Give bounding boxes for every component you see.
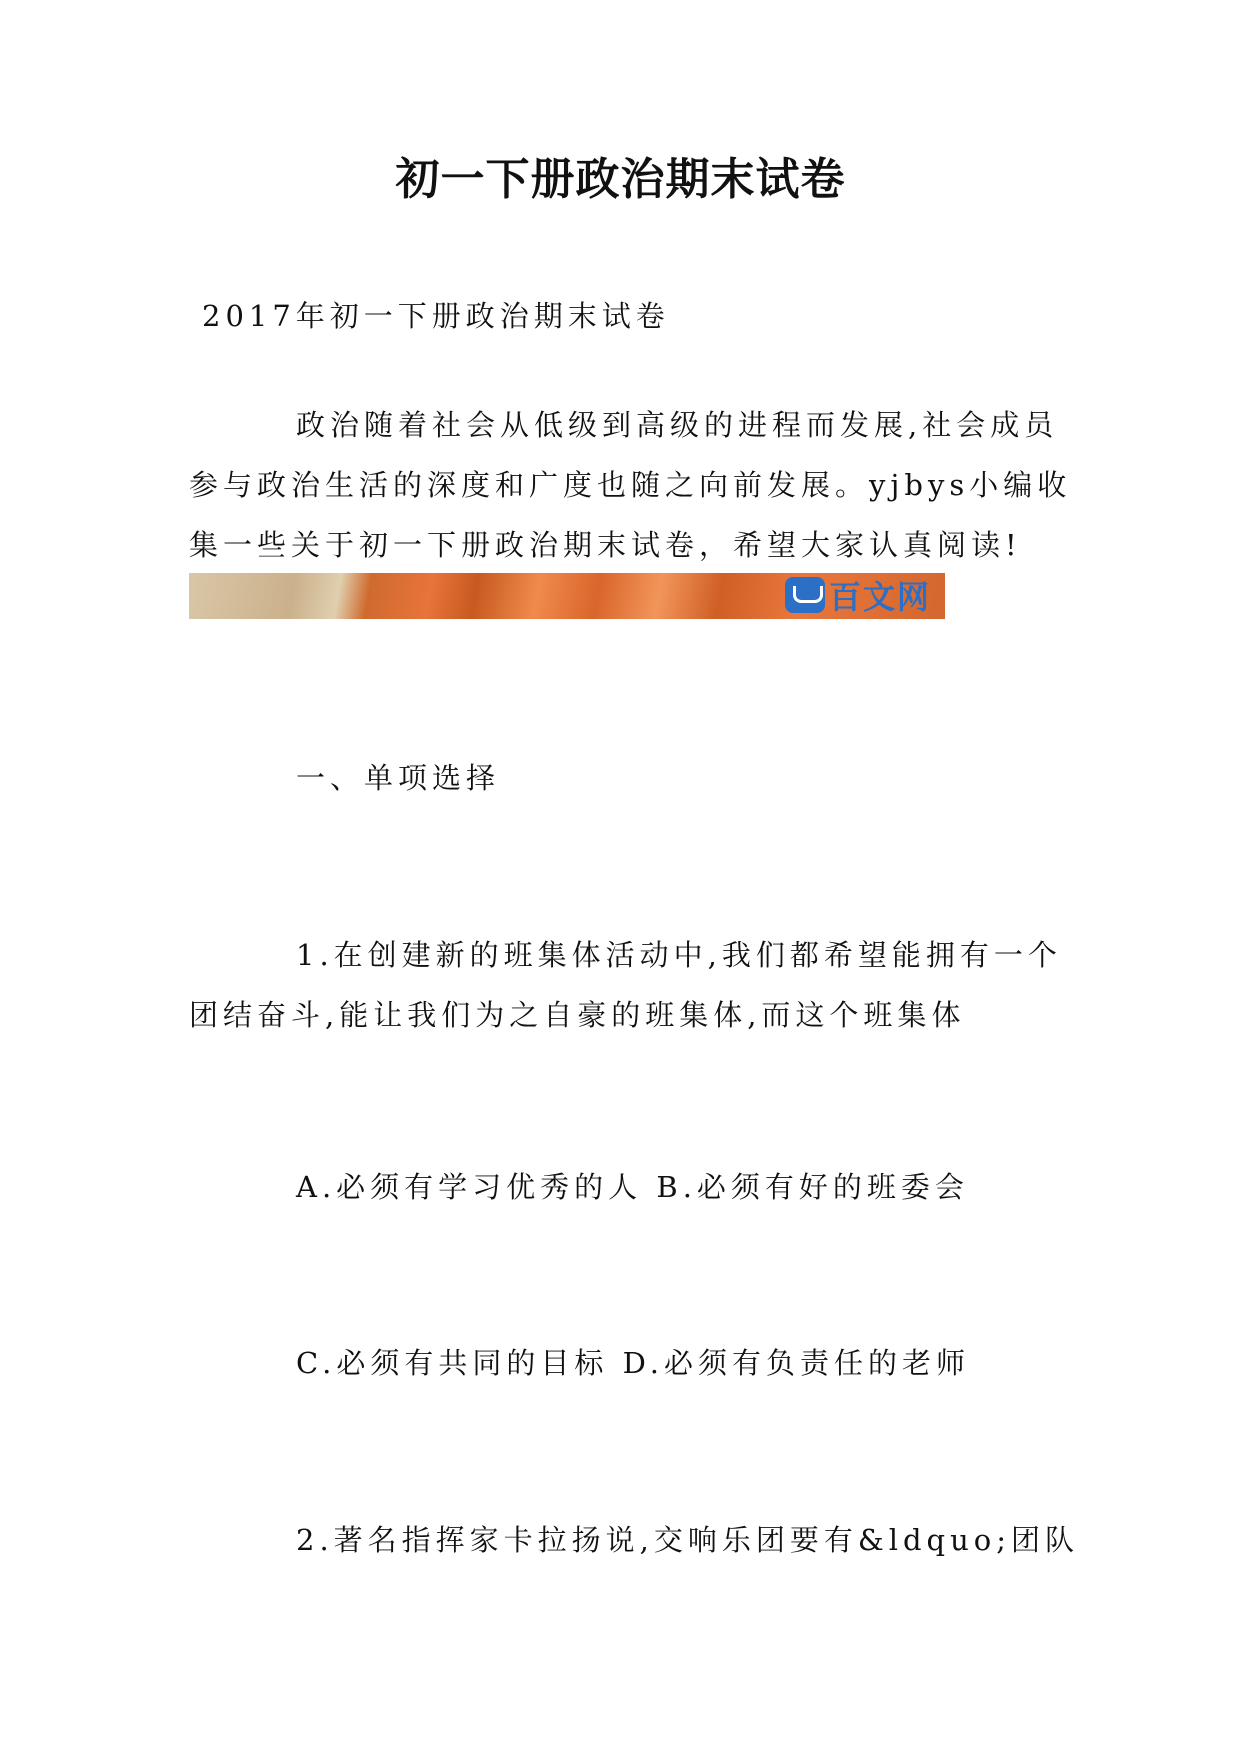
- intro-line-2: 参与政治生活的深度和广度也随之向前发展。yjbys小编收: [189, 468, 1072, 502]
- intro-line-3: 集一些关于初一下册政治期末试卷，希望大家认真阅读!: [189, 528, 1022, 562]
- question-1-line-1: 1.在创建新的班集体活动中,我们都希望能拥有一个: [296, 938, 1062, 972]
- question-1-options-cd: C.必须有共同的目标 D.必须有负责任的老师: [296, 1346, 971, 1380]
- banner-image: [189, 573, 945, 619]
- section-heading: 一、单项选择: [296, 761, 501, 795]
- book-logo-icon: [785, 577, 825, 613]
- question-1-line-2: 团结奋斗,能让我们为之自豪的班集体,而这个班集体: [189, 998, 966, 1032]
- banner-logo: [785, 575, 931, 615]
- subtitle: 2017年初一下册政治期末试卷: [202, 299, 670, 333]
- question-1-options-ab: A.必须有学习优秀的人 B.必须有好的班委会: [296, 1170, 969, 1204]
- intro-line-1: 政治随着社会从低级到高级的进程而发展,社会成员: [296, 408, 1059, 442]
- page-title: 初一下册政治期末试卷: [395, 154, 846, 205]
- question-2-line-1: 2.著名指挥家卡拉扬说,交响乐团要有&ldquo;团队: [296, 1523, 1080, 1557]
- banner-logo-text: 百文网: [828, 578, 931, 616]
